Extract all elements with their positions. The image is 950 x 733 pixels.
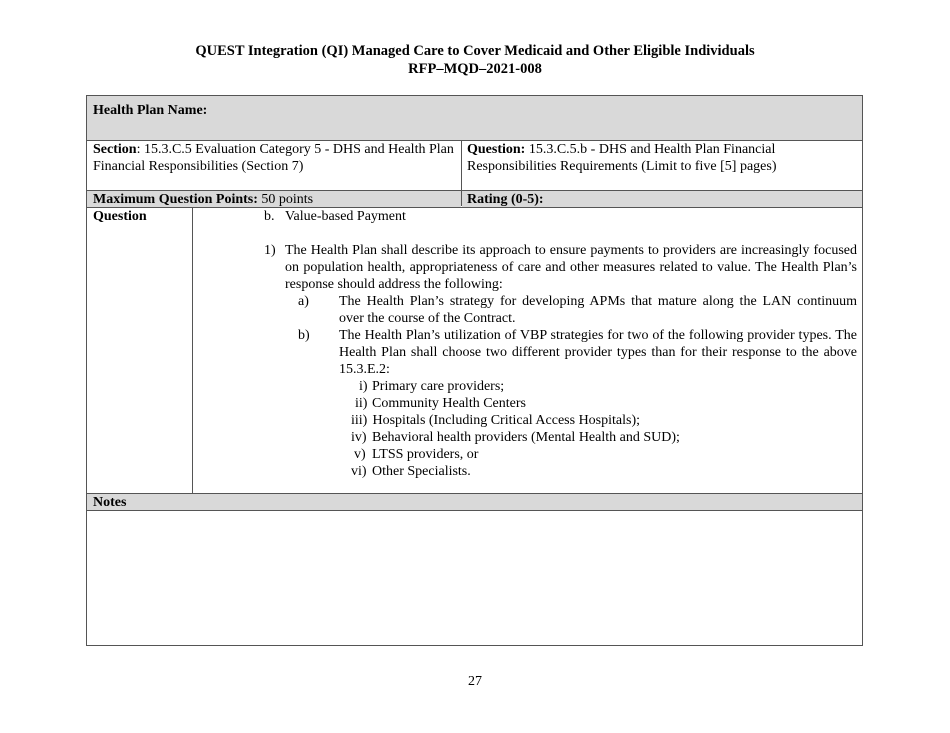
question-row-label: Question	[93, 209, 147, 224]
provider-type: LTSS providers, or	[372, 447, 479, 462]
section-value: : 15.3.C.5 Evaluation Category 5 - DHS and Health Plan Financial Responsibilities (Section 7)	[93, 142, 454, 174]
rfp-number: RFP–MQD–2021-008	[408, 61, 542, 77]
health-plan-name-label: Health Plan Name:	[93, 103, 208, 118]
evaluation-form-table	[86, 95, 863, 646]
document-title: QUEST Integration (QI) Managed Care to Cover Medicaid and Other Eligible Individuals	[195, 43, 755, 59]
provider-type: Community Health Centers	[372, 396, 526, 411]
question-label: Question:	[467, 142, 526, 157]
sub-b-text: The Health Plan’s utilization of VBP strategies for two of the following provider types. The Health Plan shall choose two different provider types than for their response to the above 15.3.E.2:	[339, 328, 857, 377]
max-points-label: Maximum Question Points:	[93, 192, 258, 207]
sub-a-text: The Health Plan’s strategy for developing APMs that mature along the LAN continuum over the course of the Contract.	[339, 294, 857, 326]
provider-marker: vi)	[351, 464, 367, 479]
item-marker: 1)	[264, 243, 276, 258]
heading-marker: b.	[264, 209, 275, 224]
provider-marker: iii)	[351, 413, 368, 428]
notes-header	[87, 494, 862, 510]
rating-cell	[462, 191, 862, 207]
max-points-value: 50 points	[257, 192, 314, 207]
section-label: Section	[93, 142, 137, 157]
provider-type: Primary care providers;	[372, 379, 505, 394]
provider-type: Behavioral health providers (Mental Health and SUD);	[372, 430, 680, 445]
health-plan-name-row	[87, 96, 862, 140]
question-header-cell	[462, 140, 862, 190]
max-points-cell	[87, 191, 461, 207]
provider-marker: i)	[359, 379, 368, 394]
sub-b-marker: b)	[298, 328, 310, 343]
notes-area[interactable]	[87, 511, 862, 645]
provider-marker: iv)	[351, 430, 367, 445]
page-number: 27	[468, 674, 482, 689]
question-heading: Value-based Payment	[285, 209, 406, 224]
item-text: The Health Plan shall describe its approach to ensure payments to providers are increasingly focused on population health, appropriateness of care and other measures related to value. The Health Plan’s response should address the following:	[285, 243, 857, 292]
provider-type: Other Specialists.	[372, 464, 471, 479]
rating-label: Rating (0-5):	[467, 192, 544, 207]
sub-a-marker: a)	[298, 294, 309, 309]
notes-label: Notes	[93, 495, 127, 510]
provider-type: Hospitals (Including Critical Access Hospitals);	[369, 413, 641, 428]
provider-marker: v)	[354, 447, 366, 462]
provider-marker: ii)	[355, 396, 368, 411]
section-cell	[87, 140, 462, 190]
question-value: 15.3.C.5.b - DHS and Health Plan Financial Responsibilities Requirements (Limit to five [5] pages)	[467, 142, 777, 174]
